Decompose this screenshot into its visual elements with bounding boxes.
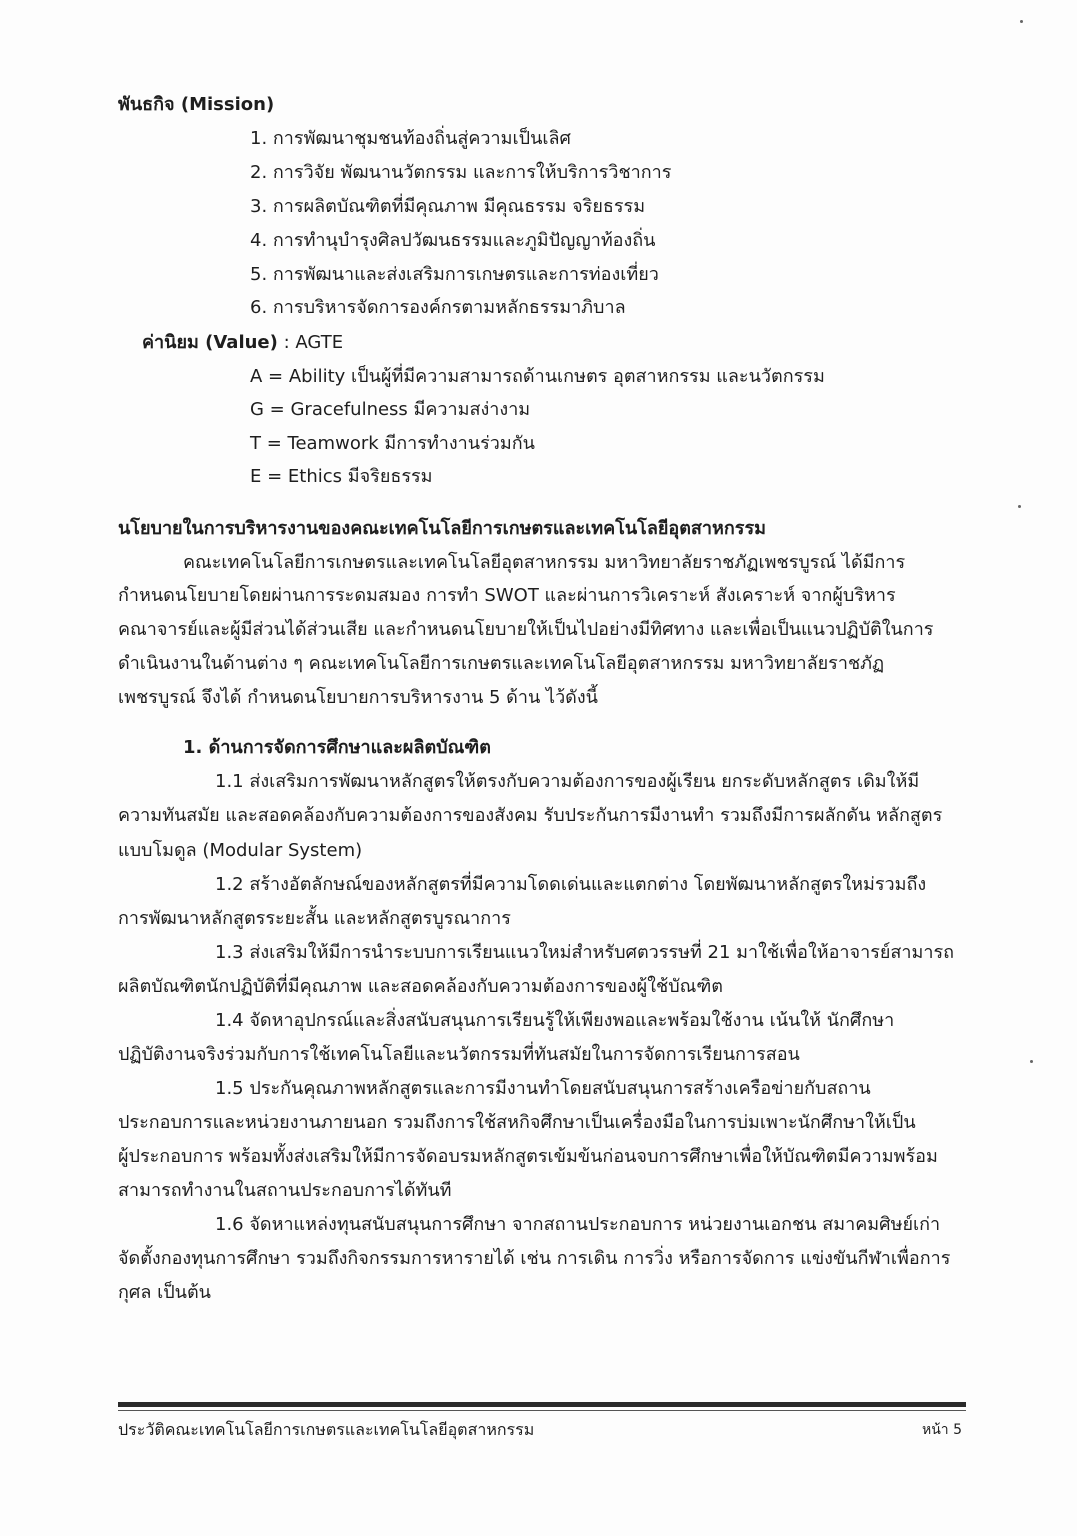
policy-intro-line: ดำเนินงานในด้านต่าง ๆ คณะเทคโนโลยีการเกษตรและเทคโนโลยีอุตสาหกรรม มหาวิทยาลัยราชภัฏ — [118, 653, 885, 674]
mission-item: 4. การทำนุบำรุงศิลปวัฒนธรรมและภูมิปัญญาท้องถิ่น — [250, 230, 656, 251]
footer-rule — [118, 1402, 966, 1407]
page-number: หน้า 5 — [921, 1422, 962, 1438]
mission-item: 3. การผลิตบัณฑิตที่มีคุณภาพ มีคุณธรรม จริยธรรม — [250, 196, 646, 217]
footer-rule-thin — [118, 1410, 966, 1411]
section1-line: ประกอบการและหน่วยงานภายนอก รวมถึงการใช้สหกิจศึกษาเป็นเครื่องมือในการบ่มเพาะนักศึกษาให้เป็น — [118, 1112, 916, 1133]
scan-speck — [1018, 505, 1021, 508]
section1-line: ความทันสมัย และสอดคล้องกับความต้องการของสังคม รับประกันการมีงานทำ รวมถึงมีการผลักดัน หลักสูตร — [118, 805, 943, 826]
section1-line: จัดตั้งกองทุนการศึกษา รวมถึงกิจกรรมการหารายได้ เช่น การเดิน การวิ่ง หรือการจัดการ แข่งขันกีฬาเพื่อการ — [118, 1248, 951, 1269]
scan-speck — [1020, 20, 1023, 23]
section1-line: กุศล เป็นต้น — [118, 1282, 211, 1303]
section1-line: 1.5 ประกันคุณภาพหลักสูตรและการมีงานทำโดยสนับสนุนการสร้างเครือข่ายกับสถาน — [215, 1078, 871, 1099]
mission-item: 2. การวิจัย พัฒนานวัตกรรม และการให้บริการวิชาการ — [250, 162, 672, 183]
value-item: A = Ability เป็นผู้ที่มีความสามารถด้านเกษตร อุตสาหกรรม และนวัตกรรม — [250, 366, 825, 387]
value-item: T = Teamwork มีการทำงานร่วมกัน — [250, 433, 535, 454]
value-item: E = Ethics มีจริยธรรม — [250, 466, 433, 487]
section1-line: 1.6 จัดหาแหล่งทุนสนับสนุนการศึกษา จากสถานประกอบการ หน่วยงานเอกชน สมาคมศิษย์เก่า — [215, 1214, 941, 1235]
section1-line: 1.4 จัดหาอุปกรณ์และสิ่งสนับสนุนการเรียนรู้ให้เพียงพอและพร้อมใช้งาน เน้นให้ นักศึกษา — [215, 1010, 895, 1031]
section1-line: สามารถทำงานในสถานประกอบการได้ทันที — [118, 1180, 452, 1201]
section1-line: 1.3 ส่งเสริมให้มีการนำระบบการเรียนแนวใหม่สำหรับศตวรรษที่ 21 มาใช้เพื่อให้อาจารย์สามารถ — [215, 942, 955, 963]
mission-item: 1. การพัฒนาชุมชนท้องถิ่นสู่ความเป็นเลิศ — [250, 128, 571, 149]
mission-item: 5. การพัฒนาและส่งเสริมการเกษตรและการท่องเที่ยว — [250, 264, 659, 285]
policy-intro-line: กำหนดนโยบายโดยผ่านการระดมสมอง การทำ SWOT และผ่านการวิเคราะห์ สังเคราะห์ จากผู้บริหาร — [118, 585, 896, 606]
mission-heading: พันธกิจ (Mission) — [118, 94, 275, 115]
section1-line: แบบโมดูล (Modular System) — [118, 840, 363, 861]
section1-line: 1.1 ส่งเสริมการพัฒนาหลักสูตรให้ตรงกับความต้องการของผู้เรียน ยกระดับหลักสูตร เดิมให้มี — [215, 771, 920, 792]
policy-intro-line: เพชรบูรณ์ จึงได้ กำหนดนโยบายการบริหารงาน 5 ด้าน ไว้ดังนี้ — [118, 687, 598, 708]
section1-line: ผู้ประกอบการ พร้อมทั้งส่งเสริมให้มีการจัดอบรมหลักสูตรเข้มข้นก่อนจบการศึกษาเพื่อให้บัณฑิตมีความพร้อม — [118, 1146, 938, 1167]
mission-item: 6. การบริหารจัดการองค์กรตามหลักธรรมาภิบาล — [250, 297, 626, 318]
section1-heading: 1. ด้านการจัดการศึกษาและผลิตบัณฑิต — [183, 737, 491, 758]
section1-line: 1.2 สร้างอัตลักษณ์ของหลักสูตรที่มีความโดดเด่นและแตกต่าง โดยพัฒนาหลักสูตรใหม่รวมถึง — [215, 874, 927, 895]
policy-intro-line: คณาจารย์และผู้มีส่วนได้ส่วนเสีย และกำหนดนโยบายให้เป็นไปอย่างมีทิศทาง และเพื่อเป็นแนวปฏิบัติในการ — [118, 619, 934, 640]
values-code: : AGTE — [283, 332, 344, 353]
section1-line: ผลิตบัณฑิตนักปฏิบัติที่มีคุณภาพ และสอดคล้องกับความต้องการของผู้ใช้บัณฑิต — [118, 976, 723, 997]
policy-heading: นโยบายในการบริหารงานของคณะเทคโนโลยีการเกษตรและเทคโนโลยีอุตสาหกรรม — [118, 518, 766, 539]
value-item: G = Gracefulness มีความสง่างาม — [250, 399, 531, 420]
policy-intro-line: คณะเทคโนโลยีการเกษตรและเทคโนโลยีอุตสาหกรรม มหาวิทยาลัยราชภัฏเพชรบูรณ์ ได้มีการ — [183, 552, 906, 573]
section1-line: ปฏิบัติงานจริงร่วมกับการใช้เทคโนโลยีและนวัตกรรมที่ทันสมัยในการจัดการเรียนการสอน — [118, 1044, 800, 1065]
footer-title: ประวัติคณะเทคโนโลยีการเกษตรและเทคโนโลยีอุตสาหกรรม — [118, 1420, 535, 1439]
values-heading-row — [142, 330, 343, 356]
scan-speck — [1030, 1060, 1033, 1063]
values-heading: ค่านิยม (Value) — [142, 332, 278, 353]
section1-line: การพัฒนาหลักสูตรระยะสั้น และหลักสูตรบูรณาการ — [118, 908, 511, 929]
